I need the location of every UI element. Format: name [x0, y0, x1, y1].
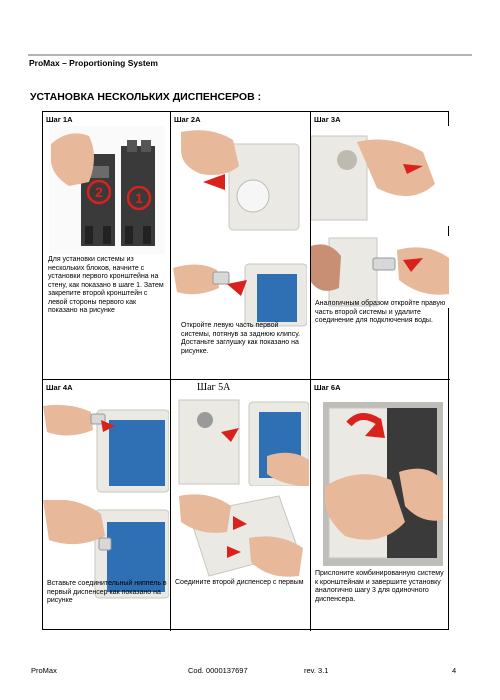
step-label: Шаг 4A — [46, 383, 73, 392]
step-caption: Соедините второй диспенсер с первым — [175, 579, 304, 586]
footer-brand: ProMax — [31, 666, 57, 675]
mount-combined-photo — [321, 396, 445, 568]
hand-illustration — [173, 264, 219, 294]
step-caption: Прислоните комбинированную систему к кронштейнам и завершите установку аналогично шагу 3 для одиночного диспенсера. — [315, 570, 444, 603]
step-cell-1a — [43, 112, 171, 380]
step-cell-2a — [171, 112, 311, 380]
step-caption: Откройте левую часть первой системы, потянув за заднюю клипсу. Достаньте заглушку как показано на рисунке. — [181, 322, 300, 355]
step-cell-4a — [43, 380, 171, 631]
step-label: Шаг 5A — [197, 382, 231, 393]
footer-code: Cod. 0000137697 — [188, 666, 248, 675]
step-label: Шаг 1A — [46, 115, 73, 124]
step-label: Шаг 3A — [314, 115, 341, 124]
header-rule — [28, 54, 472, 56]
step-cell-3a — [311, 112, 450, 380]
step-caption: Для установки системы из нескольких блоков, начните с установки первого кронштейна на стену, как показано в шаге 1. Затем закрепите второй кронштейн с левой стороны первого как показано на рисунке — [48, 256, 164, 314]
step-caption: Аналогичным образом откройте правую часть второй системы и удалите соединение для подключения воды. — [315, 300, 446, 324]
step-label: Шаг 6A — [314, 383, 341, 392]
bracket-photo — [49, 126, 165, 254]
open-clip-photo — [181, 126, 303, 234]
footer-rev: rev. 3.1 — [304, 666, 329, 675]
step-caption: Вставьте соединительный ниппель в первый диспенсер как показано на рисунке — [47, 580, 167, 604]
step-cell-5a — [171, 380, 311, 631]
remove-plug-photo — [173, 258, 307, 328]
open-right-photo — [311, 126, 449, 226]
join-dispensers-photo — [179, 492, 303, 580]
section-title: УСТАНОВКА НЕСКОЛЬКИХ ДИСПЕНСЕРОВ : — [30, 91, 262, 103]
steps-table — [42, 111, 449, 630]
step-label: Шаг 2A — [174, 115, 201, 124]
marker-1: 1 — [135, 190, 143, 206]
remove-connector-photo — [311, 236, 449, 308]
step-cell-6a — [311, 380, 450, 631]
header-title: ProMax – Proportioning System — [29, 58, 158, 68]
connect-second-photo — [171, 396, 309, 486]
insert-nipple-photo — [43, 402, 169, 494]
footer-page-number: 4 — [452, 666, 457, 675]
marker-2: 2 — [95, 184, 103, 200]
hand-illustration — [311, 244, 341, 291]
